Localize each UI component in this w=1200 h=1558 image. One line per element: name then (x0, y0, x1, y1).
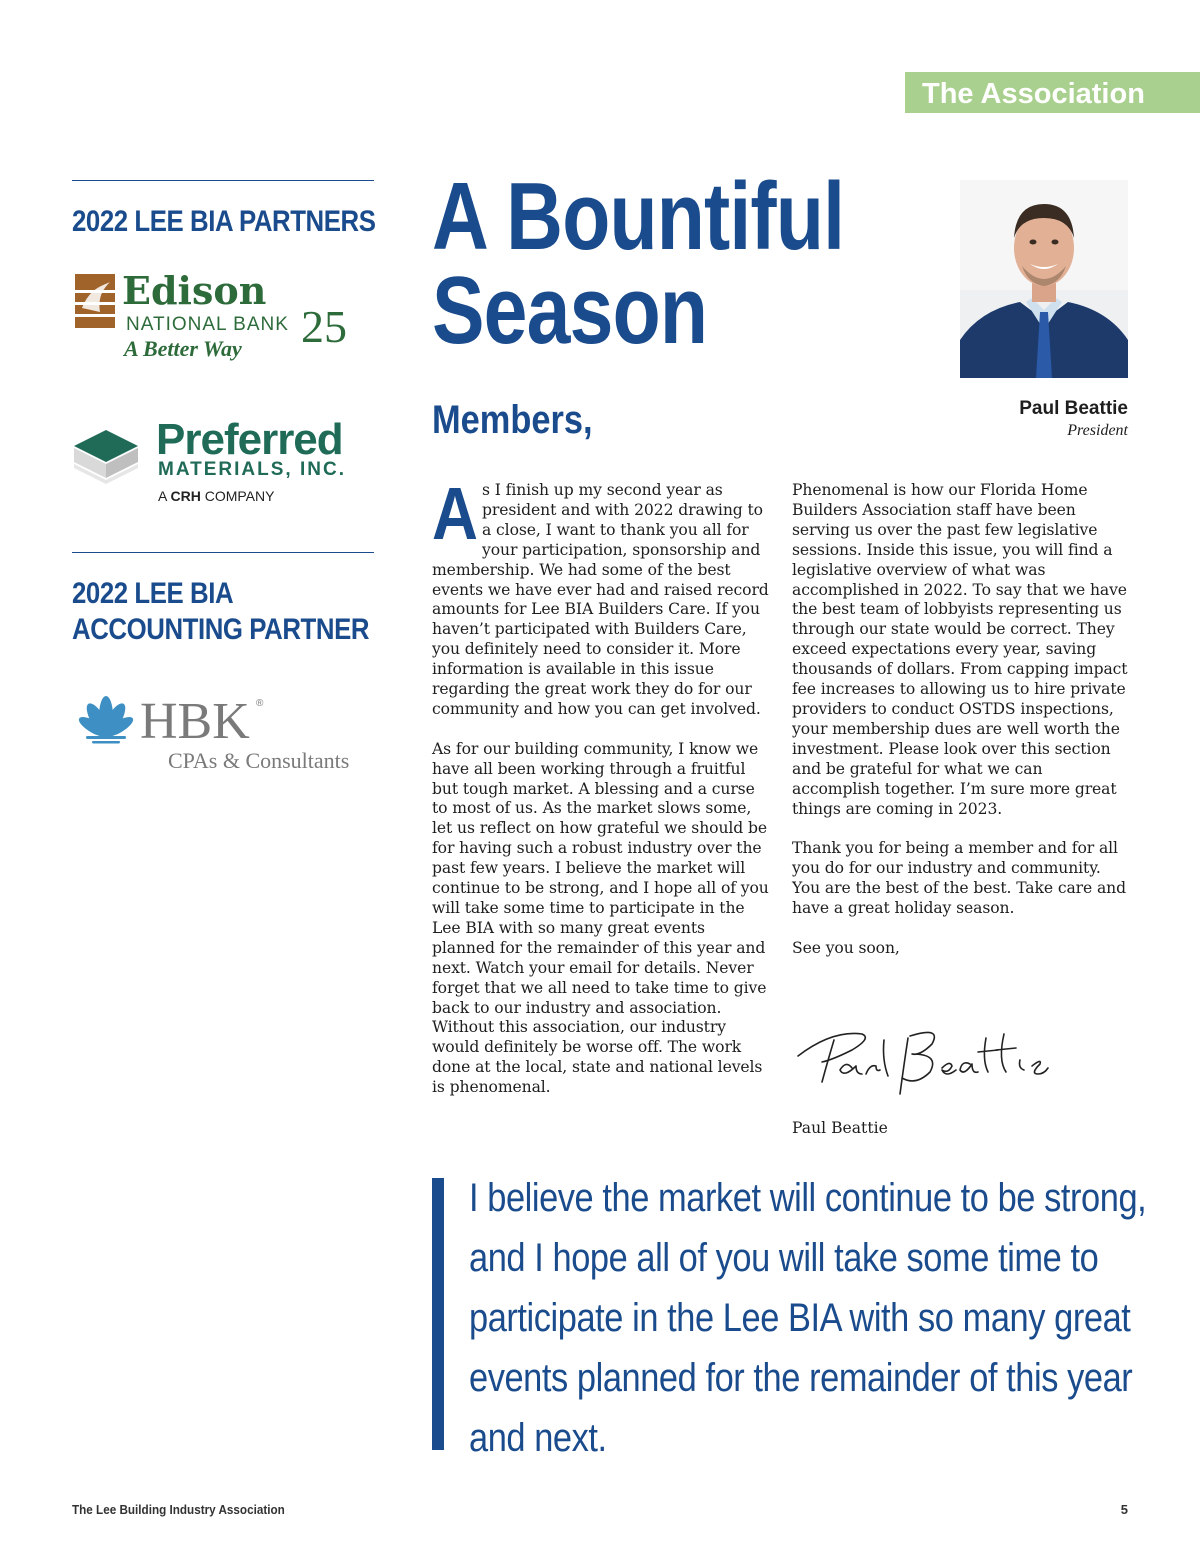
pull-quote-bar (432, 1178, 444, 1450)
article-headline (432, 163, 891, 364)
article-column-1 (432, 472, 772, 1118)
col1-paragraph-1 (432, 472, 772, 720)
col2-paragraph-2: Thank you for being a member and for all you do for our industry and community. You are the best of the best. Take care and have a great holiday season. (792, 839, 1127, 918)
col2-closing: See you soon, (792, 938, 900, 957)
sidebar-rule-top (72, 180, 374, 181)
preferred-logo (72, 408, 377, 508)
headline-line1: A Bountiful (432, 163, 845, 270)
president-name: Paul Beattie (1019, 398, 1128, 419)
president-photo (960, 180, 1128, 378)
hbk-lotus-icon (76, 696, 136, 744)
preferred-logo-name: Preferred (156, 415, 343, 464)
hbk-logo (72, 690, 377, 774)
edison-logo-sub: NATIONAL BANK (126, 314, 289, 335)
pull-quote: I believe the market will continue to be strong, and I hope all of you will take some time to participate in the Lee BIA with so many great events planned for the remainder of this year and next. (469, 1176, 1147, 1460)
accounting-heading-line1: 2022 LEE BIA (72, 577, 234, 610)
hbk-logo-name: HBK (140, 693, 250, 750)
edison-logo (72, 268, 377, 366)
president-title: President (1067, 422, 1128, 439)
col2-paragraph-1: Phenomenal is how our Florida Home Builders Association staff have been serving us over the past few legislative sessions. Inside this issue, you will find a legislative overview of what was accomplished in 2022. To say that we have the best team of lobbyists representing us through our state would be correct. They exceed expectations every year, saving thousands of dollars. From capping impact fee increases to allowing us to hire private providers to conduct OSTDS inspections, your membership dues are well worth the investment. Please look over this section and be grateful for what we can accomplish together. I’m sure more great things are coming in 2023. (792, 481, 1128, 818)
preferred-logo-tagline-prefix: A (158, 488, 171, 504)
col1-paragraph-1-text: s I finish up my second year as president and with 2022 drawing to a close, I want to thank you all for your participation, sponsorship and membership. We had some of the best events we have ever had and raised record amounts for Lee BIA Builders Care. If you haven’t participated with Builders Care, you definitely need to consider it. More information is available in this issue regarding the great work they do for our community and how you can get involved. (432, 481, 769, 718)
svg-text:A CRH COMPANY (158, 488, 275, 504)
hbk-logo-mark: ® (256, 698, 264, 709)
preferred-logo-tagline-brand: CRH (170, 488, 201, 504)
footer-publication: The Lee Building Industry Association (72, 1502, 285, 1517)
accounting-heading (72, 576, 382, 648)
headline-line2: Season (432, 257, 708, 364)
page-number: 5 (1120, 1502, 1128, 1517)
dropcap: A (432, 472, 478, 555)
col1-paragraph-2: As for our building community, I know we have all been working through a fruitful but tough market. A blessing and a curse to most of us. As the market slows some, let us reflect on how grateful we should be for having such a robust industry over the past few years. I believe the market will continue to be strong, and I hope all of you will take some time to participate in the Lee BIA with so many great events planned for the remainder of this year and next. Watch your email for details. Never forget that we all need to take time to give back to our industry and association. Without this association, our industry would definitely be worse off. The work done at the local, state and national levels is phenomenal. (432, 739, 769, 1097)
edison-logo-name: Edison (122, 268, 267, 313)
section-tab: The Association (905, 72, 1200, 113)
edison-logo-tagline: A Better Way (124, 336, 242, 361)
signature (792, 1020, 1052, 1100)
preferred-logo-sub: MATERIALS, INC. (158, 459, 346, 480)
sidebar-rule-bottom (72, 552, 374, 553)
partners-heading: 2022 LEE BIA PARTNERS (72, 205, 376, 238)
article-column-2 (792, 481, 1132, 979)
signature-name: Paul Beattie (792, 1119, 888, 1137)
salutation: Members, (432, 398, 593, 442)
hbk-logo-sub: CPAs & Consultants (168, 748, 350, 773)
preferred-logo-tagline-suffix: COMPANY (200, 488, 275, 504)
edison-logo-anniversary: 25 (301, 301, 347, 352)
accounting-heading-line2: ACCOUNTING PARTNER (72, 613, 370, 646)
